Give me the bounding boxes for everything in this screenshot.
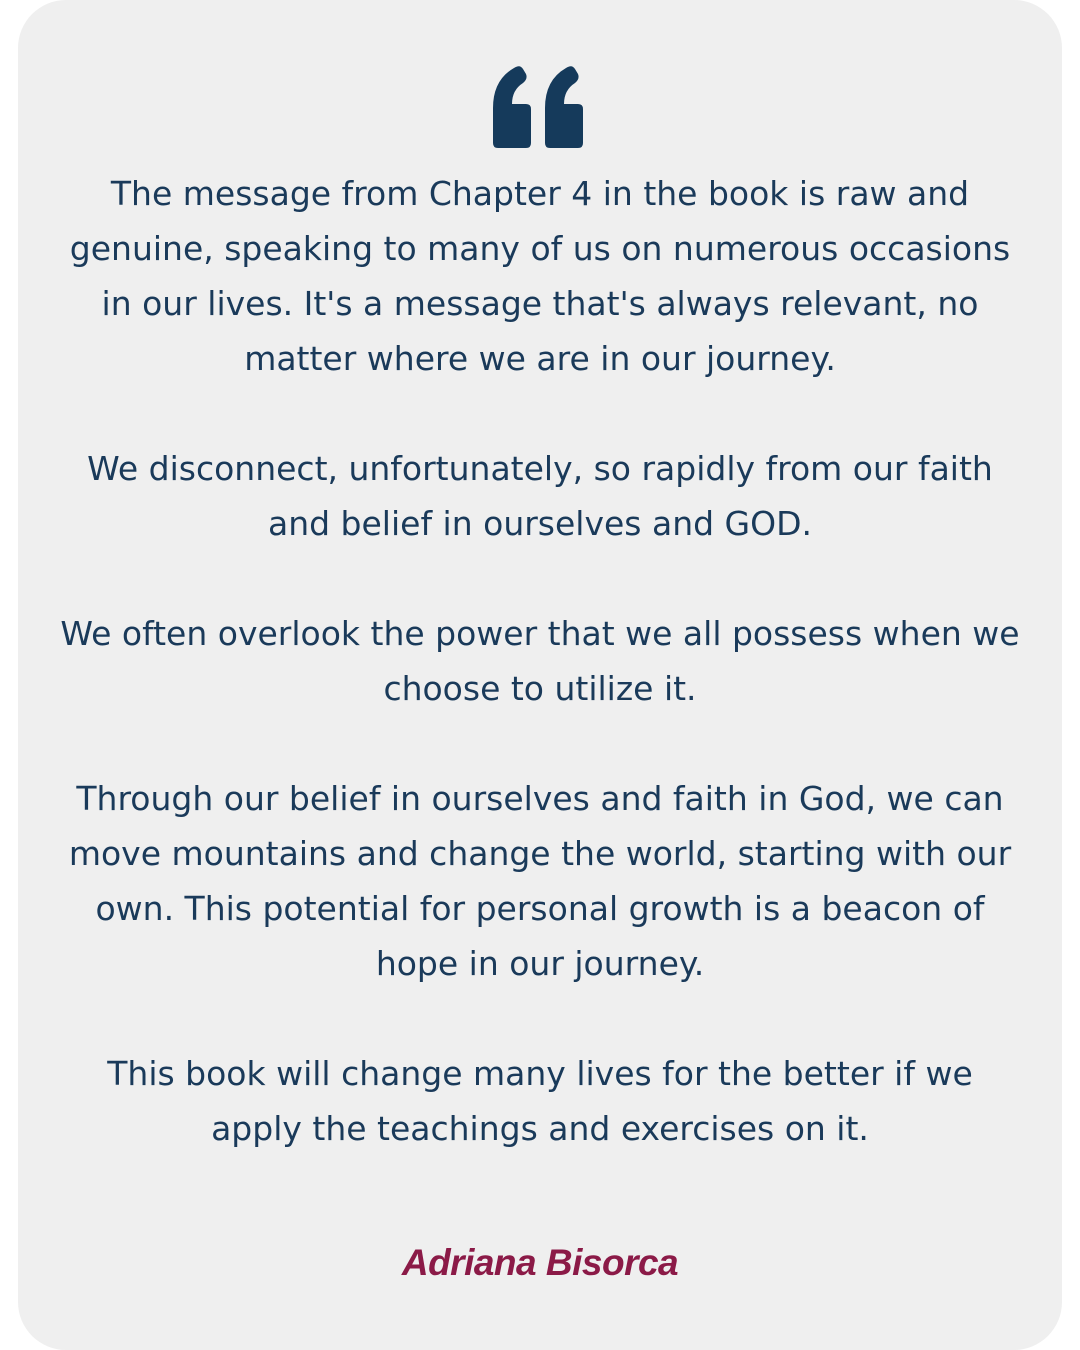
testimonial-paragraph: We disconnect, unfortunately, so rapidly from our faith and belief in ourselves and GOD. [87, 449, 993, 543]
testimonial-paragraph: We often overlook the power that we all possess when we choose to utilize it. [60, 614, 1020, 708]
testimonial-paragraph: This book will change many lives for the better if we apply the teachings and exercises on it. [107, 1054, 973, 1148]
testimonial-paragraph: The message from Chapter 4 in the book is raw and genuine, speaking to many of us on numerous occasions in our lives. It's a message that's always relevant, no matter where we are in our journey. [69, 174, 1011, 378]
testimonial-paragraph: Through our belief in ourselves and faith in God, we can move mountains and change the world, starting with our own. This potential for personal growth is a beacon of hope in our journey. [68, 779, 1012, 983]
testimonial-text [60, 166, 1020, 1156]
quote-open-icon [492, 64, 588, 154]
author-name: Adriana Bisorca [401, 1242, 679, 1283]
